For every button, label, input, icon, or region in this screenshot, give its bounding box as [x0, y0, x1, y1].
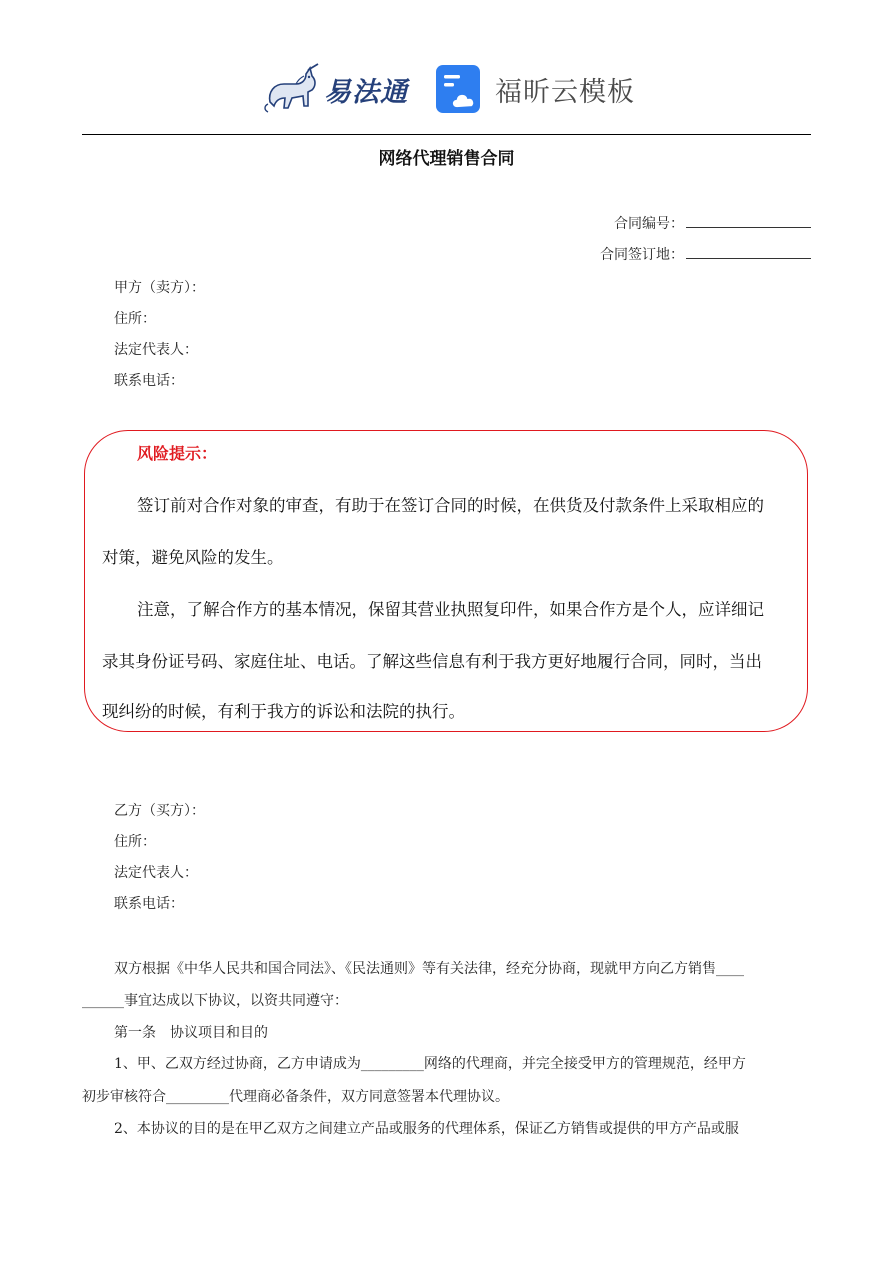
body-paragraph-line: 初步审核符合_________代理商必备条件，双方同意签署本代理协议。 — [82, 1089, 509, 1105]
party-a-address: 住所： — [114, 311, 156, 327]
cloud-document-icon — [435, 64, 485, 114]
party-b-address: 住所： — [114, 834, 156, 850]
body-paragraph-line: 1、甲、乙双方经过协商，乙方申请成为_________网络的代理商，并完全接受甲方的管理规范，经甲方 — [114, 1056, 746, 1072]
party-a-heading: 甲方（卖方）： — [114, 280, 205, 296]
party-b-legal-rep: 法定代表人： — [114, 865, 198, 881]
risk-line: 注意，了解合作方的基本情况，保留其营业执照复印件，如果合作方是个人，应详细记 — [137, 600, 764, 619]
contract-place-line — [600, 244, 811, 264]
risk-warning-box — [84, 430, 808, 732]
risk-line: 签订前对合作对象的审查，有助于在签订合同的时候，在供货及付款条件上采取相应的 — [137, 496, 764, 515]
risk-line: 录其身份证号码、家庭住址、电话。了解这些信息有利于我方更好地履行合同，同时，当出 — [102, 652, 762, 671]
body-paragraph-line: 双方根据《中华人民共和国合同法》、《民法通则》等有关法律，经充分协商，现就甲方向乙方销售____ — [114, 961, 744, 977]
header-divider — [82, 134, 811, 135]
party-a-legal-rep: 法定代表人： — [114, 342, 198, 358]
yifatong-logo — [262, 62, 408, 116]
contract-number-blank[interactable] — [686, 213, 811, 228]
body-paragraph-line: ______事宜达成以下协议，以资共同遵守： — [82, 993, 348, 1009]
risk-line: 现纠纷的时候，有利于我方的诉讼和法院的执行。 — [102, 702, 465, 721]
risk-line: 对策，避免风险的发生。 — [102, 548, 284, 567]
document-title: 网络代理销售合同 — [378, 149, 515, 169]
page-header — [0, 58, 893, 124]
party-b-heading: 乙方（买方）： — [114, 803, 205, 819]
yifatong-brand-text: 易法通 — [324, 76, 408, 108]
contract-place-label: 合同签订地： — [600, 247, 684, 263]
body-paragraph-line: 2、本协议的目的是在甲乙双方之间建立产品或服务的代理体系，保证乙方销售或提供的甲方产品或服 — [114, 1121, 739, 1137]
unicorn-icon — [262, 62, 320, 116]
party-a-phone: 联系电话： — [114, 373, 184, 389]
fuxin-brand-text: 福昕云模板 — [495, 76, 635, 108]
contract-number-label: 合同编号： — [614, 216, 684, 232]
risk-title: 风险提示： — [137, 444, 218, 463]
fuxin-logo — [435, 64, 635, 114]
article-heading: 第一条 协议项目和目的 — [114, 1025, 268, 1041]
contract-place-blank[interactable] — [686, 244, 811, 259]
contract-number-line — [614, 213, 811, 233]
party-b-phone: 联系电话： — [114, 896, 184, 912]
